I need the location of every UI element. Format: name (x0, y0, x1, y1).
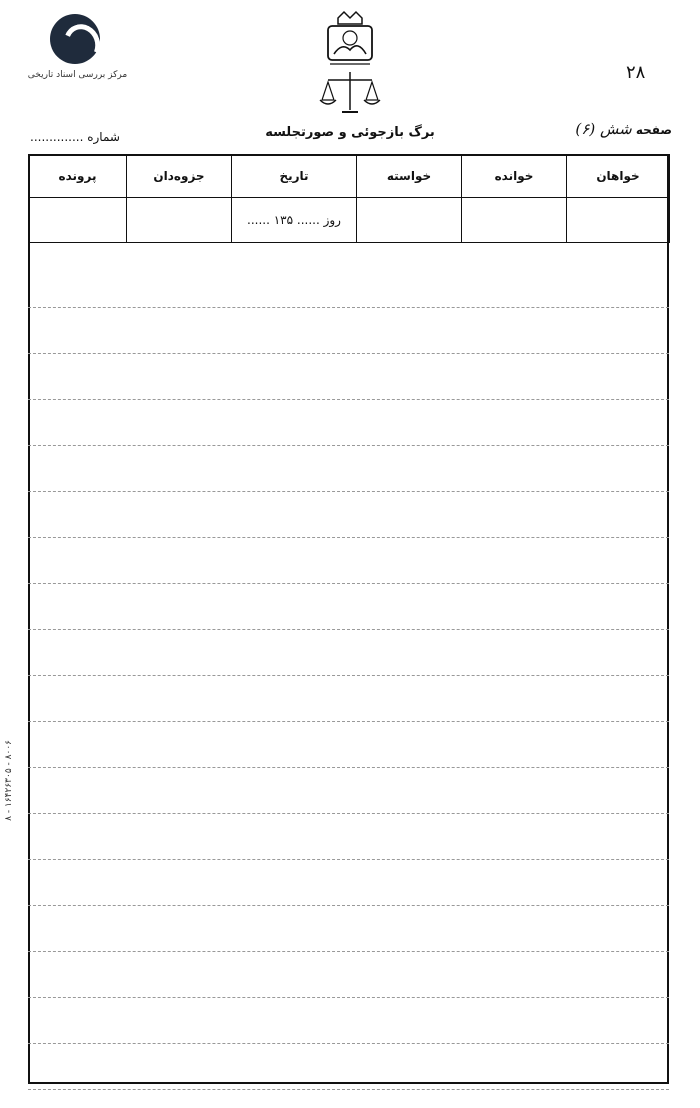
header-folder: جزوه‌دان (127, 155, 232, 198)
ruled-line (28, 814, 669, 860)
ruled-line (28, 446, 669, 492)
ruled-line (28, 492, 669, 538)
header-defendant: خوانده (462, 155, 567, 198)
ruled-line (28, 538, 669, 584)
header-file: پرونده (29, 155, 127, 198)
ruled-line (28, 400, 669, 446)
archive-logo-icon (50, 14, 100, 64)
cell-claim (357, 198, 462, 243)
ruled-line (28, 630, 669, 676)
case-info-table (28, 154, 670, 243)
ruled-line (28, 584, 669, 630)
ruled-line (28, 262, 669, 308)
header-date: تاریخ (232, 155, 357, 198)
header-claim: خواسته (357, 155, 462, 198)
ruled-line (28, 768, 669, 814)
ruled-line (28, 906, 669, 952)
ruled-line (28, 308, 669, 354)
cell-date: روز ...... ۱۳۵ ...... (232, 198, 357, 243)
watermark-logo (10, 14, 145, 84)
ruled-line (28, 354, 669, 400)
page-label: صفحه (635, 123, 672, 137)
ruled-line (28, 722, 669, 768)
page-field (575, 120, 672, 138)
ruled-line (28, 676, 669, 722)
number-field: شماره .............. (30, 130, 120, 144)
form-title: برگ بازجوئی و صورتجلسه (265, 125, 435, 140)
ruled-line (28, 998, 669, 1044)
page-value: شش (۶) (575, 120, 632, 138)
header-plaintiff: خواهان (567, 155, 670, 198)
page-number: ۲۸ (626, 62, 646, 83)
cell-folder (127, 198, 232, 243)
ruled-line (28, 1044, 669, 1090)
cell-plaintiff (567, 198, 670, 243)
watermark-text: مرکز بررسی اسناد تاریخی (27, 70, 128, 80)
ruled-line (28, 860, 669, 906)
ministry-emblem-icon (310, 10, 390, 120)
cell-defendant (462, 198, 567, 243)
margin-note: ۸۰۰۶ - ۱۶۴۲۶۳۰۵ - ۸ (4, 740, 14, 821)
ruled-line (28, 952, 669, 998)
cell-file (29, 198, 127, 243)
